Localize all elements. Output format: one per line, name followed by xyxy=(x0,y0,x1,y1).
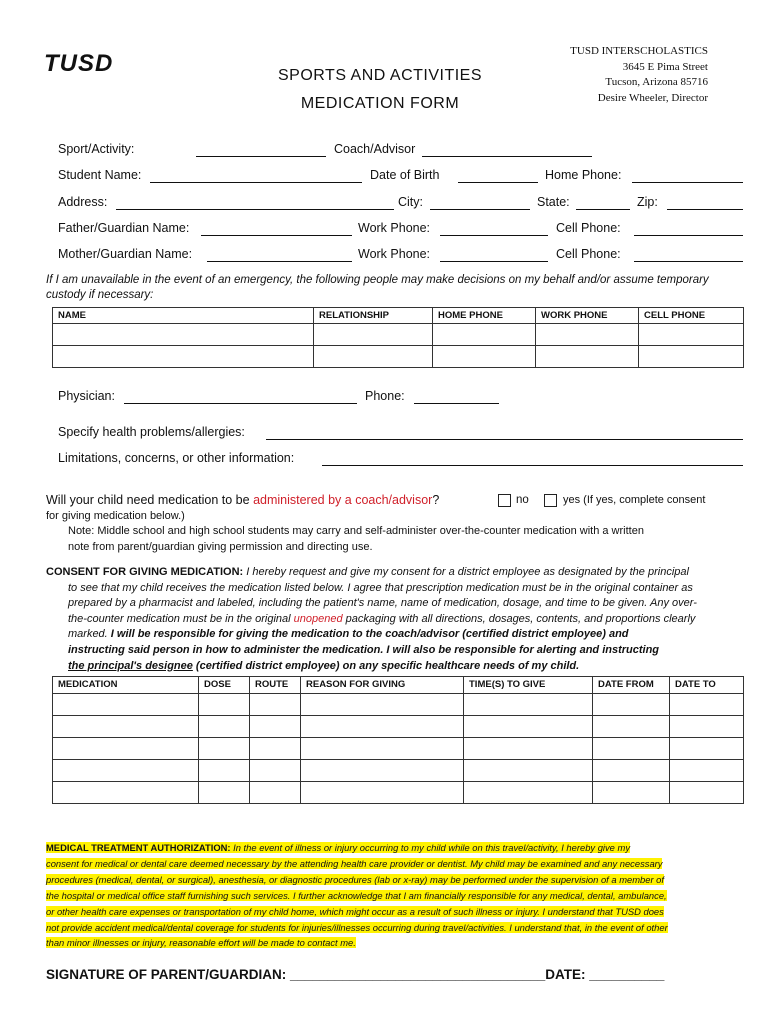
health-problems-field[interactable] xyxy=(266,439,743,440)
table-row[interactable] xyxy=(53,760,744,782)
title-line-2: MEDICATION FORM xyxy=(300,95,460,112)
sport-field[interactable] xyxy=(196,156,326,157)
emergency-contacts-table xyxy=(52,307,744,368)
treatment-heading: MEDICAL TREATMENT AUTHORIZATION: xyxy=(46,842,231,853)
treatment-line-7: than minor illnesses or injury, reasonable effort will be made to contact me. xyxy=(46,937,356,949)
col-date-from: DATE FROM xyxy=(593,677,670,694)
consent-heading: CONSENT FOR GIVING MEDICATION: xyxy=(46,566,244,578)
col-cell-phone: CELL PHONE xyxy=(639,308,744,324)
note-line-1: Note: Middle school and high school students may carry and self-administer over-the-counter medication with a written xyxy=(68,525,644,537)
mother-label: Mother/Guardian Name: xyxy=(58,247,193,261)
address-label: Address: xyxy=(58,195,108,209)
table-row[interactable] xyxy=(53,782,744,804)
father-work-phone-label: Work Phone: xyxy=(358,221,431,235)
treatment-line-1: In the event of illness or injury occurring to my child while on this travel/activity, I hereby give my xyxy=(230,842,631,853)
physician-phone-field[interactable] xyxy=(414,403,499,404)
mother-field[interactable] xyxy=(207,261,352,262)
question-suffix: ? xyxy=(432,493,440,507)
zip-label: Zip: xyxy=(637,195,658,209)
consent-text-4: the-counter medication must be in the original unopened packaging with all directions, dosages, contents, and proportions clearly xyxy=(68,612,696,625)
table-row[interactable] xyxy=(53,694,744,716)
treatment-line-2: consent for medical or dental care deemed necessary by the attending health care provider or dentist. My child may be examined and any necessary xyxy=(46,857,663,869)
home-phone-label: Home Phone: xyxy=(545,168,622,182)
limitations-field[interactable] xyxy=(322,465,743,466)
health-problems-label: Specify health problems/allergies: xyxy=(58,425,245,439)
father-work-phone-field[interactable] xyxy=(440,235,548,236)
principal-designee: the principal's designee xyxy=(68,659,193,672)
address-field[interactable] xyxy=(116,209,394,210)
state-label: State: xyxy=(537,195,570,209)
physician-label: Physician: xyxy=(58,389,115,403)
consent-bold-3: the principal's designee (certified district employee) on any specific healthcare needs of my child. xyxy=(68,659,580,672)
col-times: TIME(S) TO GIVE xyxy=(464,677,593,694)
yes-checkbox[interactable] xyxy=(544,494,557,510)
col-date-to: DATE TO xyxy=(670,677,744,694)
city-field[interactable] xyxy=(430,209,530,210)
treatment-authorization xyxy=(46,840,746,951)
physician-field[interactable] xyxy=(124,403,357,404)
table-header-row xyxy=(53,677,744,694)
no-label: no xyxy=(516,494,529,506)
consent-paragraph xyxy=(46,565,746,674)
consent-bold-2: instructing said person in how to administer the medication. I will also be responsible for alerting and instructing xyxy=(68,643,660,656)
address-line-1: TUSD INTERSCHOLASTICS xyxy=(570,45,708,57)
address-line-4: Desire Wheeler, Director xyxy=(597,91,708,104)
emergency-intro: If I am unavailable in the event of an emergency, the following people may make decisions on my behalf and/or assume temporary custody if necessary: xyxy=(46,274,709,301)
sport-label: Sport/Activity: xyxy=(58,142,135,156)
dob-field[interactable] xyxy=(458,182,538,183)
consent-text-5: marked. I will be responsible for giving the medication to the coach/advisor (certified district employee) and xyxy=(68,628,629,641)
student-name-label: Student Name: xyxy=(58,168,142,182)
form-title xyxy=(250,62,510,118)
no-checkbox[interactable] xyxy=(498,494,511,510)
treatment-line-3: procedures (medical, dental, or surgical), anesthesia, or diagnostic procedures (lab or x-ray) may be performed under the supervision of a member of xyxy=(46,873,665,885)
home-phone-field[interactable] xyxy=(632,182,743,183)
table-row[interactable] xyxy=(53,738,744,760)
yes-label: yes (If yes, complete consent xyxy=(563,494,706,506)
col-home-phone: HOME PHONE xyxy=(433,308,536,324)
question-continuation: for giving medication below.) xyxy=(46,510,185,522)
mother-cell-phone-field[interactable] xyxy=(634,261,743,262)
coach-label: Coach/Advisor xyxy=(334,142,416,156)
table-row[interactable] xyxy=(53,716,744,738)
table-header-row xyxy=(53,308,744,324)
question-prefix: Will your child need medication to be xyxy=(46,493,254,507)
col-dose: DOSE xyxy=(199,677,250,694)
student-name-field[interactable] xyxy=(150,182,362,183)
mother-cell-phone-label: Cell Phone: xyxy=(556,247,621,261)
medication-table xyxy=(52,676,744,804)
city-label: City: xyxy=(398,195,423,209)
mother-work-phone-label: Work Phone: xyxy=(358,247,431,261)
treatment-line-5: or other health care expenses or transportation of my child home, which might occur as a result of such illness or injury. I understand that TUSD does xyxy=(46,905,664,917)
office-address xyxy=(540,44,708,106)
address-line-3: Tucson, Arizona 85716 xyxy=(605,76,708,88)
table-row[interactable] xyxy=(53,324,744,346)
address-line-2: 3645 E Pima Street xyxy=(622,60,708,73)
medication-question xyxy=(46,493,439,507)
consent-text-1: I hereby request and give my consent for a district employee as designated by the principal xyxy=(246,566,689,578)
consent-text-3: prepared by a pharmacist and labeled, including the patient's name, name of medication, dosage, and time to be given. Any over- xyxy=(68,597,697,610)
limitations-label: Limitations, concerns, or other information: xyxy=(58,451,295,465)
col-work-phone: WORK PHONE xyxy=(536,308,639,324)
physician-phone-label: Phone: xyxy=(365,389,405,403)
father-cell-phone-field[interactable] xyxy=(634,235,743,236)
consent-bold-1: I will be responsible for giving the medication to the coach/advisor (certified district employee) and xyxy=(110,628,629,641)
question-highlight: administered by a coach/advisor xyxy=(253,493,433,507)
tusd-logo: TUSD xyxy=(44,50,114,77)
father-cell-phone-label: Cell Phone: xyxy=(556,221,621,235)
state-field[interactable] xyxy=(576,209,630,210)
zip-field[interactable] xyxy=(667,209,743,210)
col-name: NAME xyxy=(53,308,314,324)
mother-work-phone-field[interactable] xyxy=(440,261,548,262)
title-line-1: SPORTS AND ACTIVITIES xyxy=(277,67,483,84)
father-label: Father/Guardian Name: xyxy=(58,221,190,235)
date-label: DATE: __________ xyxy=(545,967,665,982)
col-route: ROUTE xyxy=(250,677,301,694)
col-relationship: RELATIONSHIP xyxy=(314,308,433,324)
coach-field[interactable] xyxy=(422,156,592,157)
father-field[interactable] xyxy=(201,235,352,236)
note-line-2: note from parent/guardian giving permission and directing use. xyxy=(68,541,373,553)
signature-line[interactable] xyxy=(46,967,664,982)
consent-text-2: to see that my child receives the medication listed below. I agree that prescription medication must be in the original container as xyxy=(68,581,693,594)
treatment-line-6: not provide accident medical/dental coverage for students for injuries/illnesses occurring during travel/activities. I understand that, in the event of other xyxy=(46,921,668,933)
treatment-line-4: the hospital or medical office staff furnishing such services. I further acknowledge that I am financially responsible for any medical, dental, ambulance, xyxy=(46,889,667,901)
unopened-word: unopened xyxy=(293,612,343,625)
col-reason: REASON FOR GIVING xyxy=(301,677,464,694)
dob-label: Date of Birth xyxy=(370,168,440,182)
signature-label: SIGNATURE OF PARENT/GUARDIAN: __________________________________ xyxy=(46,967,546,982)
table-row[interactable] xyxy=(53,346,744,368)
col-medication: MEDICATION xyxy=(53,677,199,694)
